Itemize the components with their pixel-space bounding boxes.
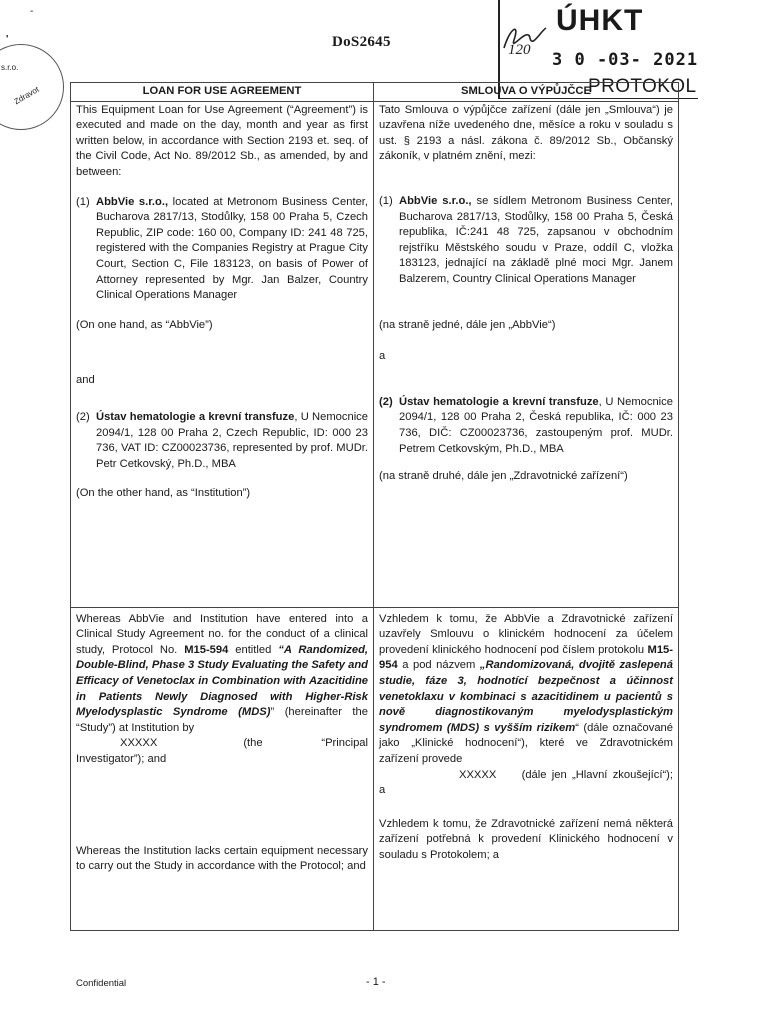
- and-czech: a: [379, 350, 386, 363]
- party-name: AbbVie s.r.o.,: [399, 194, 472, 207]
- whereas2-english: Whereas the Institution lacks certain equipment necessary to carry out the Study in accordance with the Protocol; and: [76, 844, 368, 873]
- party-details: se sídlem Metronom Business Center, Bucharova 2817/13, Stodůlky, 158 00 Praha 5, Česká republika, IČ:241 48 725, zapsanou v obchodním rejstříku Městského soudu v Praze, oddíl C, vložka 183123, jednající na základě plné moci Mgr. Janem Balzerem, Country Clinical Operations Manager: [399, 194, 674, 285]
- intro-czech: Tato Smlouva o výpůjčce zařízení (dále jen „Smlouva“) je uzavřena níže uvedeného dne, měsíce a roku v souladu s ust. § 2193 a násl. zákona č. 89/2012 Sb., Občanský zákoník, v platném znění, mezi:: [379, 103, 673, 163]
- party1-czech: [379, 194, 673, 288]
- party-details: located at Metronom Business Center, Bucharova 2817/13, Stodůlky, 158 00 Praha 5, Czech Republic, ZIP code: 160 00, Company ID: 241 48 725, registered with the Companies Registry at Prague City Court, Section C, File 183123, on basis of Power of Attorney represented by Mgr. Jan Balzer, Country Clinical Operations Manager: [96, 195, 369, 302]
- agreement-table: [70, 82, 679, 931]
- whereas-czech: [374, 607, 679, 930]
- party-name: Ústav hematologie a krevní transfuze: [96, 410, 295, 423]
- study-title: “A Randomized, Double-Blind, Phase 3 Study Evaluating the Safety and Efficacy of Venetoclax in Combination with Azacitidine in Patients Newly Diagnosed with Higher-Risk Myelodysplastic Syndrome (MDS): [76, 643, 369, 719]
- document-id: DoS2645: [332, 34, 391, 50]
- stamp-protokol: PROTOKOL: [588, 76, 697, 97]
- and-english: and: [76, 374, 95, 387]
- whereas-text: Whereas AbbVie and Institution have entered into a Clinical Study Agreement no. for the conduct of a clinical study, Protocol No.: [76, 612, 368, 656]
- header-czech: SMLOUVA O VÝPŮJČCE: [374, 83, 679, 102]
- redacted-investigator: XXXXX: [120, 737, 158, 750]
- parties-row: [71, 101, 679, 607]
- party-number: (2): [76, 410, 90, 423]
- stamp-signature-number: 120: [508, 42, 531, 58]
- party-name: AbbVie s.r.o.,: [96, 195, 169, 208]
- study-title: „Randomizovaná, dvojitě zaslepená studie, fáze 3, hodnotící bezpečnost a účinnost venetoklaxu v kombinaci s azacitidinem u pacientů s nově diagnostikovaným myelodysplastickým syndromem (MDS) s vyšším rizikem: [379, 659, 673, 734]
- whereas-text: (dále jen „Hlavní zkoušející“); a: [379, 768, 674, 797]
- other-hand-czech: (na straně druhé, dále jen „Zdravotnické zařízení“): [379, 470, 628, 483]
- on-one-hand-czech: (na straně jedné, dále jen „AbbVie“): [379, 318, 556, 331]
- whereas-text: a pod názvem: [397, 659, 480, 672]
- whereas2-czech: Vzhledem k tomu, že Zdravotnické zařízení nemá některá zařízení potřebná k provedení Klinického hodnocení v souladu s Protokolem; a: [379, 817, 673, 861]
- round-stamp: [0, 44, 64, 130]
- stamp-title: ÚHKT: [556, 4, 644, 37]
- intro-english: This Equipment Loan for Use Agreement (“Agreement”) is executed and made on the day, month and year as first written below, in accordance with Section 2193 et. seq. of the Civil Code, Act No. 89/2012 Sb., as amended, by and between:: [76, 103, 368, 178]
- header-english: LOAN FOR USE AGREEMENT: [71, 83, 374, 102]
- round-stamp-text: Zdravot: [12, 84, 41, 107]
- margin-mark: ': [6, 34, 9, 45]
- whereas1-english: [76, 612, 368, 768]
- party2-czech: [379, 395, 673, 457]
- on-one-hand-english: (On one hand, as “AbbVie”): [76, 318, 213, 331]
- other-hand-english: (On the other hand, as “Institution”): [76, 487, 251, 500]
- party-name: Ústav hematologie a krevní transfuze: [399, 395, 599, 408]
- party1-english: [76, 195, 368, 304]
- whereas1-czech: [379, 612, 673, 799]
- stamp-date: 3 0 -03- 2021: [552, 50, 699, 70]
- redacted-investigator: XXXXX: [459, 768, 497, 781]
- whereas-text: (the “Principal Investigator”); and: [76, 737, 368, 765]
- whereas-text: Vzhledem k tomu, že AbbVie a Zdravotnické zařízení uzavřely Smlouvu o klinickém hodnocení za účelem provedení klinického hodnocení pod číslem protokolu: [379, 612, 673, 656]
- party-number: (1): [379, 194, 393, 207]
- parties-czech: [374, 101, 679, 607]
- parties-english: [71, 101, 374, 607]
- whereas-row: [71, 607, 679, 930]
- table-header-row: [71, 83, 679, 102]
- protocol-number: M15-954: [379, 643, 673, 672]
- party-number: (1): [76, 195, 90, 208]
- round-stamp-text: s.r.o.: [1, 63, 19, 72]
- whereas-text: entitled: [228, 643, 279, 656]
- party-details: , U Nemocnice 2094/1, 128 00 Praha 2, Česká republika, IČ: 000 23 736, DIČ: CZ00023736, zastoupeným prof. MUDr. Petrem Cetkovským, Ph.D., MBA: [399, 395, 673, 455]
- page-number: - 1 -: [366, 976, 386, 988]
- protocol-number: M15-594: [184, 643, 229, 656]
- party-details: , U Nemocnice 2094/1, 128 00 Praha 2, Czech Republic, ID: 000 23 736, VAT ID: CZ00023736, represented by prof. MUDr. Petr Cetkovský, Ph.D., MBA: [96, 410, 368, 470]
- whereas-text: ” (hereinafter the “Study”) at Institution by: [76, 706, 368, 734]
- whereas-english: [71, 607, 374, 930]
- party2-english: [76, 410, 368, 472]
- signature-icon: [500, 18, 550, 58]
- margin-mark: -: [30, 6, 34, 17]
- footer-confidential: Confidential: [76, 978, 127, 989]
- whereas-text: “ (dále označované jako „Klinické hodnocení“), které ve Zdravotnickém zařízení provede: [379, 721, 673, 765]
- party-number: (2): [379, 395, 393, 408]
